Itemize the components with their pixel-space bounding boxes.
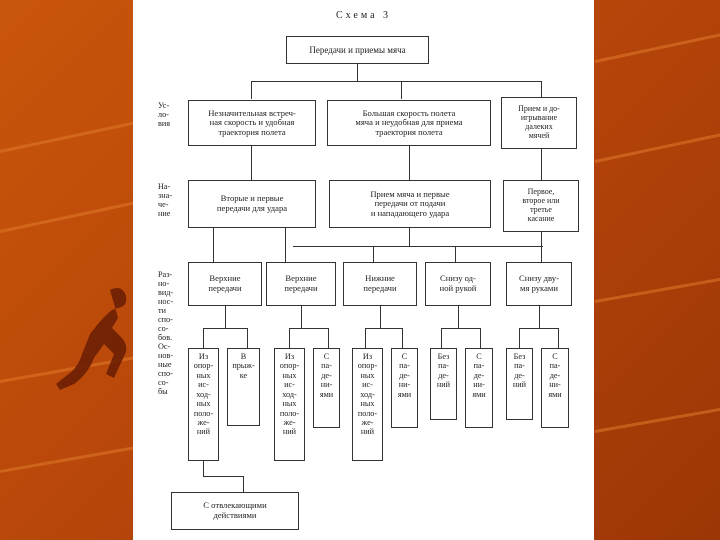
connector-line — [213, 228, 214, 262]
connector-line — [519, 328, 520, 348]
connector-line — [203, 328, 248, 329]
variety-box: Нижние передачи — [343, 262, 417, 306]
scheme-title: Схема 3 — [335, 10, 392, 21]
method-box: Из опор- ных ис- ход- ных поло- же- ний — [188, 348, 219, 461]
connector-line — [203, 328, 204, 348]
background-stripe — [595, 131, 720, 163]
label-varieties: Раз- но- вид- нос- ти спо- со- бов. Ос- нов- ные спо- со- бы — [158, 270, 174, 397]
label-purpose: На- зна- че- ние — [158, 182, 172, 219]
method-box: С па- де- ни- ями — [391, 348, 418, 428]
scheme-sheet — [133, 0, 594, 540]
method-box: В прыж- ке — [227, 348, 260, 426]
connector-line — [301, 306, 302, 328]
connector-line — [409, 228, 410, 246]
background-stripe — [595, 276, 720, 303]
connector-line — [247, 328, 248, 348]
connector-line — [365, 328, 366, 348]
runner-silhouette-image — [40, 270, 140, 400]
connector-line — [373, 246, 374, 262]
connector-line — [285, 246, 286, 262]
connector-line — [289, 328, 329, 329]
connector-line — [357, 64, 358, 81]
root-box: Передачи и приемы мяча — [286, 36, 429, 64]
purpose-box: Прием мяча и первые передачи от подачи и нападающего удара — [329, 180, 491, 228]
condition-box: Прием и до- игрывание далеких мячей — [501, 97, 577, 149]
variety-box: Снизу од- ной рукой — [425, 262, 491, 306]
connector-line — [402, 328, 403, 348]
connector-line — [380, 306, 381, 328]
connector-line — [519, 328, 559, 329]
connector-line — [458, 306, 459, 328]
connector-line — [401, 81, 402, 99]
connector-line — [251, 146, 252, 180]
variety-box: Верхние передачи — [266, 262, 336, 306]
connector-line — [203, 461, 204, 476]
label-conditions: Ус- ло- вия — [158, 101, 171, 129]
connector-line — [243, 476, 244, 492]
connector-line — [328, 328, 329, 348]
connector-line — [289, 328, 290, 348]
variety-box: Верхние передачи — [188, 262, 262, 306]
condition-box: Незначительная встреч- ная скорость и удобная траектория полета — [188, 100, 316, 146]
connector-line — [455, 246, 456, 262]
method-box: Без па- де- ний — [506, 348, 533, 420]
bottom-box: С отвлекающими действиями — [171, 492, 299, 530]
connector-line — [441, 328, 481, 329]
method-box: Из опор- ных ис- ход- ных поло- же- ний — [352, 348, 383, 461]
connector-line — [251, 81, 252, 99]
connector-line — [285, 228, 286, 246]
connector-line — [293, 246, 543, 247]
connector-line — [558, 328, 559, 348]
condition-box: Большая скорость полета мяча и неудобная для приема траектория полета — [327, 100, 491, 146]
connector-line — [251, 81, 542, 82]
connector-line — [541, 149, 542, 180]
purpose-box: Первое, второе или третье касание — [503, 180, 579, 232]
background-stripe — [595, 31, 720, 63]
connector-line — [539, 306, 540, 328]
method-box: Без па- де- ний — [430, 348, 457, 420]
background-stripe — [595, 406, 720, 433]
connector-line — [203, 476, 243, 477]
connector-line — [409, 146, 410, 180]
variety-box: Снизу дву- мя руками — [506, 262, 572, 306]
method-box: Из опор- ных ис- ход- ных поло- же- ний — [274, 348, 305, 461]
connector-line — [441, 328, 442, 348]
method-box: С па- де- ни- ями — [541, 348, 569, 428]
method-box: С па- де- ни- ями — [465, 348, 493, 428]
connector-line — [480, 328, 481, 348]
connector-line — [365, 328, 403, 329]
method-box: С па- де- ни- ями — [313, 348, 340, 428]
connector-line — [225, 306, 226, 328]
purpose-box: Вторые и первые передачи для удара — [188, 180, 316, 228]
connector-line — [541, 232, 542, 262]
